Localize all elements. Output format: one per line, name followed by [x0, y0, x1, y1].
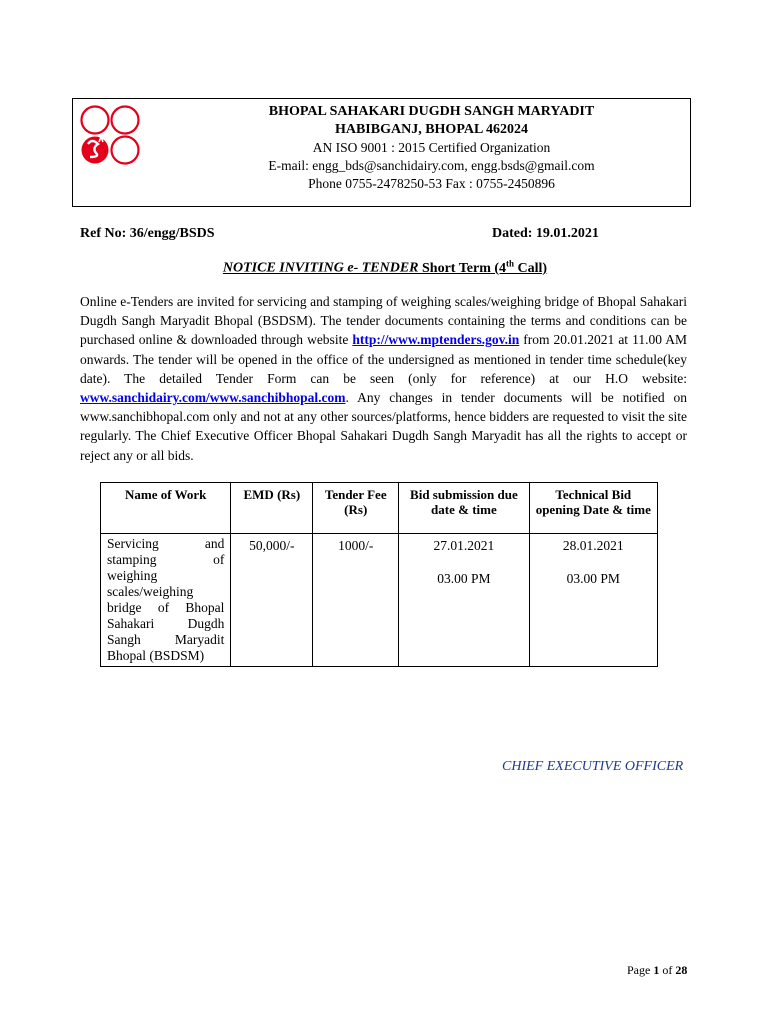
notice-subtitle: Short Term (4th Call) [418, 258, 548, 276]
org-name: BHOPAL SAHAKARI DUGDH SANGH MARYADIT [268, 104, 595, 119]
header-bid-submission: Bid submission due date & time [399, 483, 529, 534]
signature-title: CHIEF EXECUTIVE OFFICER [502, 759, 684, 774]
phone-line: Phone 0755-2478250-53 Fax : 0755-2450896 [308, 176, 555, 191]
iso-line: AN ISO 9001 : 2015 Certified Organization [312, 140, 551, 155]
cell-bid-submission: 27.01.2021 03.00 PM [399, 534, 529, 667]
email-line: E-mail: engg_bds@sanchidairy.com, engg.bsds@gmail.com [268, 158, 595, 173]
page-number: Page 1 of 28 [627, 963, 688, 977]
cell-fee: 1000/- [313, 534, 399, 667]
mptenders-link[interactable]: http://www.mptenders.gov.in [352, 332, 520, 348]
notice-body: Online e-Tenders are invited for servicing and stamping of weighing scales/weighing bridge of Bhopal Sahakari Dugdh Sangh Maryadit Bhopal (BSDSM). The tender documents containing the terms and conditions can be purchased online & downloaded through website http://www.mptenders.gov.in from 20.01.2021 at 11.00 AM onwards. The tender will be opened in the office of the undersigned as mentioned in tender time schedule(key date). The detailed Tender Form can be seen (only for reference) at our H.O website: www.sanchidairy.com/www.sanchibhopal.com. Any changes in tender documents will be notified on www.sanchibhopal.com only and not at any other sources/platforms, hence bidders are requested to visit the site regularly. The Chief Executive Officer Bhopal Sahakari Dugdh Sangh Maryadit has all the rights to accept or reject any or all bids. [80, 294, 687, 463]
header-tender-fee: Tender Fee (Rs) [313, 483, 399, 534]
cell-work: Servicing and stamping of weighing scales/weighing bridge of Bhopal Sahakari Dugdh Sangh Maryadit Bhopal (BSDSM) [101, 534, 231, 667]
header-emd: EMD (Rs) [231, 483, 313, 534]
cell-emd: 50,000/- [231, 534, 313, 667]
website-link[interactable]: www.sanchidairy.com/www.sanchibhopal.com [80, 390, 346, 406]
header-technical-bid: Technical Bid opening Date & time [529, 483, 657, 534]
notice-title: NOTICE INVITING e- TENDER Short Term (4th Call) [222, 258, 548, 276]
letterhead [72, 98, 691, 207]
table-header-row [101, 483, 658, 534]
ref-number: Ref No: 36/engg/BSDS [80, 226, 215, 241]
tender-table [100, 482, 658, 667]
cell-technical-bid: 28.01.2021 03.00 PM [529, 534, 657, 667]
date: Dated: 19.01.2021 [492, 226, 599, 241]
dairy-logo [79, 104, 141, 168]
org-address: HABIBGANJ, BHOPAL 462024 [334, 122, 529, 137]
header-name-of-work: Name of Work [101, 483, 231, 534]
table-row [101, 534, 658, 667]
